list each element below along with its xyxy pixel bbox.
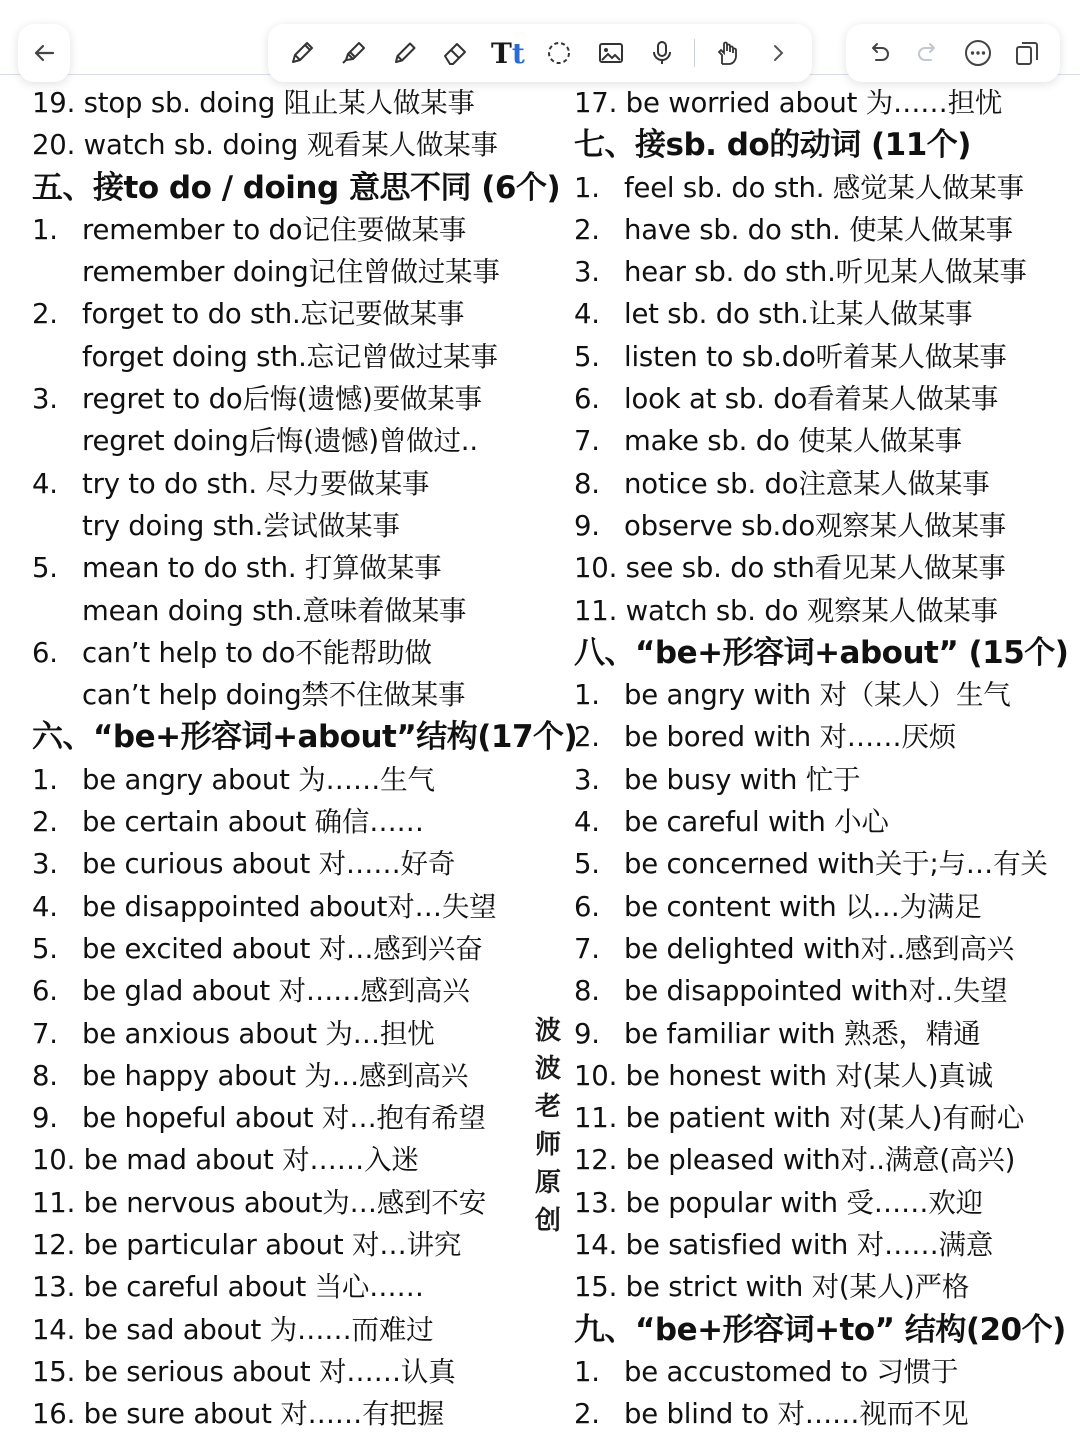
- list-item-number: 8.: [574, 467, 600, 500]
- section-heading: 七、接sb. do的动词 (11个): [574, 127, 971, 164]
- list-item-text: be popular with 受……欢迎: [617, 1186, 983, 1219]
- list-item-text: have sb. do sth. 使某人做某事: [624, 213, 1013, 246]
- list-item: [574, 82, 1074, 124]
- lasso-icon[interactable]: [539, 33, 579, 73]
- list-item-number: 1.: [32, 213, 58, 246]
- list-item: [32, 970, 562, 1012]
- history-actions-bar: [846, 24, 1060, 82]
- list-item-text: be sure about 对……有把握: [75, 1398, 445, 1431]
- toolbar-separator: [694, 39, 695, 67]
- list-item: [32, 1266, 562, 1308]
- list-item: [32, 801, 562, 843]
- list-item: [574, 1182, 1074, 1224]
- list-item: [574, 1393, 1074, 1435]
- list-item-number: 3.: [574, 763, 600, 796]
- list-item: [32, 843, 562, 885]
- list-item-number: 6.: [32, 636, 58, 669]
- list-item: [574, 505, 1074, 547]
- redo-icon[interactable]: [908, 33, 948, 73]
- list-item-text: try to do sth. 尽力要做某事: [82, 467, 430, 500]
- list-item: [32, 1182, 562, 1224]
- list-item-text: be worried about 为……担忧: [617, 87, 1003, 119]
- list-item-number: 4.: [32, 467, 58, 500]
- list-item-number: 5.: [574, 340, 600, 373]
- list-item-text: be honest with 对(某人)真诚: [617, 1059, 993, 1092]
- highlighter-icon[interactable]: [333, 33, 373, 73]
- list-item-number: 1.: [32, 763, 58, 796]
- list-item-text: watch sb. doing 观看某人做某事: [75, 129, 498, 162]
- list-item-text: be curious about 对……好奇: [82, 848, 456, 881]
- list-item: [574, 293, 1074, 335]
- list-item: [32, 293, 562, 335]
- list-item-text: be serious about 对……认真: [75, 1355, 456, 1388]
- list-item: [32, 1097, 562, 1139]
- list-item-number: 8.: [574, 975, 600, 1008]
- list-item: [574, 1097, 1074, 1139]
- list-item-number: 6.: [574, 890, 600, 923]
- list-item-text: be glad about 对……感到高兴: [82, 975, 470, 1008]
- list-item-number: 2.: [574, 721, 600, 754]
- list-item-text: be mad about 对……入迷: [75, 1144, 419, 1177]
- section-heading: 六、“be+形容词+about”结构(17个): [32, 719, 578, 756]
- text-tool-label-t: T: [491, 36, 512, 70]
- list-item-text: see sb. do sth看见某人做某事: [617, 552, 1006, 585]
- list-item-text: be satisfied with 对……满意: [617, 1229, 994, 1262]
- undo-icon[interactable]: [859, 33, 899, 73]
- list-item: [574, 843, 1074, 885]
- list-item-number: 3.: [32, 383, 58, 416]
- list-item-number: 2.: [32, 806, 58, 839]
- list-item-text: regret to do后悔(遗憾)要做某事: [82, 383, 482, 416]
- list-item: [574, 463, 1074, 505]
- list-item: [574, 547, 1074, 589]
- list-item-text: be busy with 忙于: [624, 763, 861, 796]
- list-item-number: 10.: [32, 1144, 76, 1177]
- list-item-text: hear sb. do sth.听见某人做某事: [624, 256, 1027, 289]
- list-item-text: feel sb. do sth. 感觉某人做某事: [624, 171, 1024, 204]
- list-item-continuation: can’t help doing禁不住做某事: [82, 679, 466, 712]
- list-item: [574, 674, 1074, 716]
- list-item: [574, 167, 1074, 209]
- list-item-text: watch sb. do 观察某人做某事: [617, 594, 998, 627]
- list-item-text: be anxious about 为…担忧: [82, 1017, 435, 1050]
- list-item-number: 4.: [32, 890, 58, 923]
- author-watermark: [532, 1012, 564, 1240]
- list-item: [574, 1013, 1074, 1055]
- text-tool-label-t2: t: [511, 36, 525, 70]
- list-item: [574, 209, 1074, 251]
- back-button[interactable]: [18, 24, 70, 82]
- list-item: [32, 1351, 562, 1393]
- list-item-number: 2.: [574, 213, 600, 246]
- list-item: [574, 928, 1074, 970]
- list-item: [574, 590, 1074, 632]
- list-item-text: be nervous about为…感到不安: [75, 1186, 486, 1219]
- list-item-text: make sb. do 使某人做某事: [624, 425, 962, 458]
- list-item-text: be careful about 当心……: [75, 1271, 424, 1304]
- back-arrow-icon: [26, 33, 62, 73]
- list-item-number: 6.: [32, 975, 58, 1008]
- list-item-number: 7.: [574, 425, 600, 458]
- list-item-number: 8.: [32, 1059, 58, 1092]
- list-item-text: remember to do记住要做某事: [82, 213, 467, 246]
- list-item-number: 12.: [32, 1229, 76, 1262]
- list-item: [32, 1309, 562, 1351]
- list-item-continuation: regret doing后悔(遗憾)曾做过..: [82, 425, 478, 458]
- list-item: [32, 1139, 562, 1181]
- list-item-number: 9.: [574, 1017, 600, 1050]
- section-heading: 八、“be+形容词+about” (15个): [574, 634, 1069, 671]
- list-item-number: 9.: [32, 1102, 58, 1135]
- list-item: [32, 886, 562, 928]
- list-item: [32, 928, 562, 970]
- list-item-number: 7.: [574, 932, 600, 965]
- list-item-text: be accustomed to 习惯于: [624, 1355, 959, 1388]
- list-item-number: 11.: [574, 594, 618, 627]
- list-item-number: 5.: [32, 552, 58, 585]
- list-item: [32, 124, 562, 166]
- list-item-number: 5.: [32, 932, 58, 965]
- list-item-text: mean to do sth. 打算做某事: [82, 552, 442, 585]
- list-item-text: be careful with 小心: [624, 806, 889, 839]
- list-item: [574, 336, 1074, 378]
- chevron-right-icon[interactable]: [758, 33, 798, 73]
- text-tool-icon[interactable]: [488, 33, 528, 73]
- list-item-text: be angry about 为……生气: [82, 763, 435, 796]
- list-item-text: be disappointed with对..失望: [624, 975, 1008, 1008]
- list-item: [574, 970, 1074, 1012]
- microphone-icon[interactable]: [642, 33, 682, 73]
- list-item-number: 14.: [574, 1229, 618, 1262]
- list-item: [32, 378, 562, 420]
- list-item-text: be familiar with 熟悉，精通: [624, 1017, 981, 1050]
- list-item-number: 19.: [32, 87, 76, 119]
- list-item-number: 3.: [32, 848, 58, 881]
- list-item-text: be sad about 为……而难过: [75, 1313, 434, 1346]
- list-item: [574, 251, 1074, 293]
- list-item-text: be blind to 对……视而不见: [624, 1398, 969, 1431]
- eraser-icon[interactable]: [436, 33, 476, 73]
- list-item: [32, 759, 562, 801]
- list-item-text: be patient with 对(某人)有耐心: [617, 1102, 1025, 1135]
- list-item-number: 2.: [32, 298, 58, 331]
- list-item-number: 5.: [574, 848, 600, 881]
- list-item-text: stop sb. doing 阻止某人做某事: [75, 87, 475, 119]
- list-item-number: 2.: [574, 1398, 600, 1431]
- list-item: [32, 1055, 562, 1097]
- list-item-continuation: remember doing记住曾做过某事: [82, 256, 500, 289]
- list-item-number: 13.: [574, 1186, 618, 1219]
- watermark-char: 波: [534, 1054, 561, 1084]
- list-item-text: be angry with 对（某人）生气: [624, 679, 1011, 712]
- list-item: [574, 1266, 1074, 1308]
- gesture-icon[interactable]: [707, 33, 747, 73]
- list-item-number: 4.: [574, 806, 600, 839]
- list-item-number: 1.: [574, 1355, 600, 1388]
- list-item: [32, 463, 562, 505]
- list-item-number: 11.: [32, 1186, 76, 1219]
- list-item-text: be pleased with对..满意(高兴): [617, 1144, 1016, 1177]
- list-item-number: 11.: [574, 1102, 618, 1135]
- list-item-text: be excited about 对…感到兴奋: [82, 932, 483, 965]
- list-item: [32, 547, 562, 589]
- list-item-number: 3.: [574, 256, 600, 289]
- section-heading: 九、“be+形容词+to” 结构(20个): [574, 1311, 1066, 1348]
- list-item-number: 12.: [574, 1144, 618, 1177]
- list-item-text: be bored with 对……厌烦: [624, 721, 957, 754]
- list-item-text: observe sb.do观察某人做某事: [624, 509, 1007, 542]
- list-item-text: be delighted with对..感到高兴: [624, 932, 1015, 965]
- list-item-number: 20.: [32, 129, 76, 162]
- list-item: [574, 378, 1074, 420]
- pages-icon[interactable]: [1007, 33, 1047, 73]
- watermark-char: 师: [534, 1130, 561, 1160]
- watermark-char: 原: [534, 1168, 561, 1198]
- drawing-tools-bar: [268, 24, 812, 82]
- watermark-char: 创: [534, 1206, 561, 1236]
- list-item: [574, 420, 1074, 462]
- note-right-column: [574, 82, 1074, 1436]
- list-item-number: 7.: [32, 1017, 58, 1050]
- list-item-text: be disappointed about对…失望: [82, 890, 497, 923]
- note-left-column: [32, 82, 578, 1436]
- list-item-text: be strict with 对(某人)严格: [617, 1271, 970, 1304]
- list-item-number: 15.: [32, 1355, 76, 1388]
- list-item-number: 9.: [574, 509, 600, 542]
- list-item-text: forget to do sth.忘记要做某事: [82, 298, 465, 331]
- list-item-text: be happy about 为…感到高兴: [82, 1059, 469, 1092]
- list-item-number: 1.: [574, 171, 600, 204]
- top-toolbar: [0, 0, 1080, 92]
- list-item-text: be certain about 确信……: [82, 806, 424, 839]
- list-item-number: 16.: [32, 1398, 76, 1431]
- list-item-number: 1.: [574, 679, 600, 712]
- list-item: [32, 209, 562, 251]
- watermark-char: 老: [534, 1092, 561, 1122]
- list-item: [574, 716, 1074, 758]
- list-item-number: 4.: [574, 298, 600, 331]
- list-item-number: 13.: [32, 1271, 76, 1304]
- list-item: [574, 1224, 1074, 1266]
- list-item-text: notice sb. do注意某人做某事: [624, 467, 990, 500]
- list-item-continuation: mean doing sth.意味着做某事: [82, 594, 467, 627]
- watermark-char: 波: [534, 1016, 561, 1046]
- list-item-text: let sb. do sth.让某人做某事: [624, 298, 973, 331]
- list-item-number: 17.: [574, 87, 618, 119]
- list-item: [574, 759, 1074, 801]
- list-item-continuation: try doing sth.尝试做某事: [82, 509, 400, 542]
- more-icon[interactable]: [958, 33, 998, 73]
- list-item-continuation: forget doing sth.忘记曾做过某事: [82, 340, 498, 373]
- image-icon[interactable]: [591, 33, 631, 73]
- list-item-number: 15.: [574, 1271, 618, 1304]
- list-item: [574, 801, 1074, 843]
- list-item: [574, 886, 1074, 928]
- section-heading: 五、接to do / doing 意思不同 (6个): [32, 169, 561, 206]
- pen-icon[interactable]: [282, 33, 322, 73]
- list-item-number: 14.: [32, 1313, 76, 1346]
- list-item: [574, 1139, 1074, 1181]
- list-item-number: 6.: [574, 383, 600, 416]
- list-item-text: be hopeful about 对…抱有希望: [82, 1102, 486, 1135]
- pencil-icon[interactable]: [385, 33, 425, 73]
- list-item-number: 10.: [574, 552, 618, 585]
- list-item-number: 10.: [574, 1059, 618, 1092]
- list-item: [32, 1393, 562, 1435]
- list-item-text: be concerned with关于;与…有关: [624, 848, 1048, 881]
- list-item-text: be particular about 对…讲究: [75, 1229, 462, 1262]
- list-item: [32, 82, 562, 124]
- list-item-text: be content with 以…为满足: [624, 890, 982, 923]
- list-item-text: look at sb. do看着某人做某事: [624, 383, 999, 416]
- list-item: [32, 1224, 562, 1266]
- list-item: [574, 1055, 1074, 1097]
- list-item: [32, 632, 562, 674]
- list-item: [32, 1013, 562, 1055]
- list-item-text: can’t help to do不能帮助做: [82, 636, 432, 669]
- list-item: [574, 1351, 1074, 1393]
- list-item-text: listen to sb.do听着某人做某事: [624, 340, 1007, 373]
